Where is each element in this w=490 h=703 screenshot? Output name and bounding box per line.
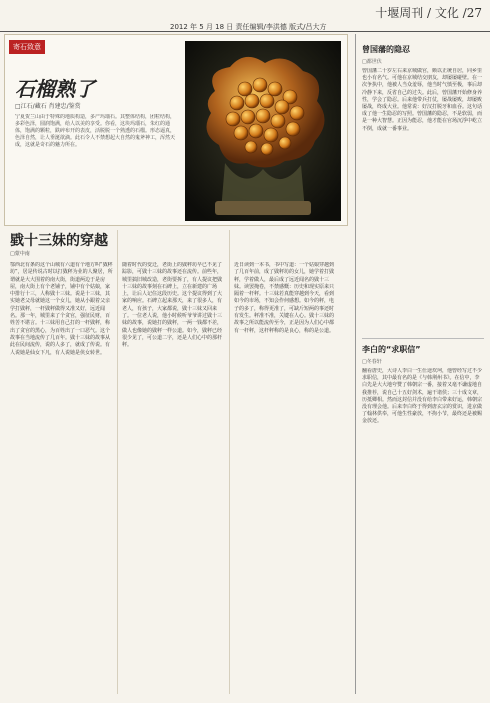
side2-title: 李白的“求职信” xyxy=(362,345,421,354)
side1-text: 曾国藩二十岁左右来京城做官，颇以正统自居，同乡里也小有名气。可他在京城结交朋友，却屡屡碰壁。在一次争执中，他被人当众羞辱，他当时气愤至极，事后却冷静下来，反省自己的过失。此后，曾国藩开始修身养性，学会了隐忍。后来他带兵打仗，屡战屡败，却屡败屡战，终成大业。他常说：好汉打脱牙和血吞。这句话成了他一生隐忍的写照。曾国藩的隐忍，不是软弱，而是一种大智慧。正因为能忍，他才能在官场沉浮中屹立不倒，成就一番事业。 xyxy=(362,68,483,132)
feature-text: 宁夏贺兰山由于特殊的地质构造，多产玛瑙石。其整体结构，团粒结构，多彩色泽，圆润饱满，给人以美的享受。你看，这块玛瑙石，朱红的通体，饱满的颗粒，跌碎布开的表皮，活脱脱一个熟透的石榴。形态逼真，色泽自然，让人垂涎欲滴。此石令人不禁想起大自然的鬼斧神工，浑然天成，这就是奇石的魅力所在。 xyxy=(15,114,175,149)
article-title: 戥十三妹的穿越 xyxy=(10,233,108,249)
right-column-rule xyxy=(355,34,356,694)
side1-title: 曾国藩的隐忍 xyxy=(362,45,410,54)
feature-tag: 寄石致意 xyxy=(9,40,45,54)
masthead-title: 十堰周刊 / 文化 /27 xyxy=(375,6,482,20)
side1-byline: □都世伏 xyxy=(362,59,382,65)
column-rule xyxy=(117,230,118,694)
side2-text: 翻看唐史，大诗人李白一生仕途坎坷，他曾经写过不少求职信，其中最有名的是《与韩荆州书》。在信中，李白先是大大地夸赞了韩朝宗一番，接着又毫不谦虚地自我推荐，说自己十五好剑术，遍干诸侯；三十成文章，历抵卿相。然而这封信并没有给李白带来好运，韩朝宗没有理会他。后来李白终于得到唐玄宗的赏识，进京做了翰林供奉，可他生性豪放，不拘小节，最终还是被赐金放还。 xyxy=(362,368,483,425)
article-column-3: 近日读到一本书，书中写道：一个姑娘穿越到了几百年前，成了戥秤坊的女儿，她学着打戥秤，学着做人，最后成了远近闻名的戥十三妹。读罢掩卷，不禁感慨：历史和现实原来只隔着一杆秤。十三妹若真能穿越到今天，看到如今的市场，不知会作何感想。如今的秤，电子的多了，称得更准了，可缺斤短两的事还时有发生。秤准不准，关键在人心。戥十三妹的故事之所以能流传至今，正是因为人们心中都有一杆秤，这杆秤称的是良心，称的是公道。 xyxy=(234,262,335,334)
article-byline: □蒙中南 xyxy=(10,251,30,257)
article-column-1: 鄂西北有条的这个山城有六道有个地方叫“戥秤坊”，居是传说古时以打戥秤为业的人聚居，所谓就是大大围着的南大街，街道两边于是房屋，南大街上有个老铺子，铺中有个姑娘，家中排行十三，人称戥十三妹。说是十三妹，其实她老父母就她这一个女儿，她从小跟着父亲学打戥秤，一杆戥秤做得又准又好，远近闻名。那一年，城里来了个贪官，强征民财，百姓苦不堪言。十三妹用自己打的一杆戥秤，称出了贪官的黑心，为百姓出了一口恶气。这个故事在当地流传了几百年。戥十三妹的故事从此在民间流传，说的人多了，就成了传说。有人说她是仙女下凡，有人说她是侠女转世。 xyxy=(10,262,113,356)
masthead-rule xyxy=(0,31,490,32)
feature-box xyxy=(4,34,348,226)
feature-byline: □江石/藏石 肖建忠/鉴赏 xyxy=(15,103,81,110)
side-separator xyxy=(362,338,484,339)
masthead-date: 2012 年 5 月 18 日 责任编辑/李洪德 版式/吕大方 xyxy=(170,23,327,31)
feature-title: 石榴熟了 xyxy=(15,77,95,101)
column-rule xyxy=(229,230,230,694)
side2-byline: □冬春轩 xyxy=(362,359,382,365)
article-column-2: 随着时代的变迁，老街上的戥秤坊早已不见了踪影，可戥十三妹的故事还在流传。前些年，城里搞旧城改造，老街要拆了，有人提议把戥十三妹的故事刻在石碑上，立在新建的广场上，让后人记住这段历史。这个提议得到了大家的响应。石碑立起来那天，来了很多人，有老人，有孩子，大家都说，戥十三妹又回来了。一位老人说，他小时候听爷爷讲过戥十三妹的故事，说她打的戥秤，一两一钱都不差，做人也像她的戥秤一样公道。如今，戥秤已经很少见了，可公道二字，还是人们心中的那杆秤。 xyxy=(122,262,223,349)
pomegranate-stone-photo xyxy=(185,41,341,221)
